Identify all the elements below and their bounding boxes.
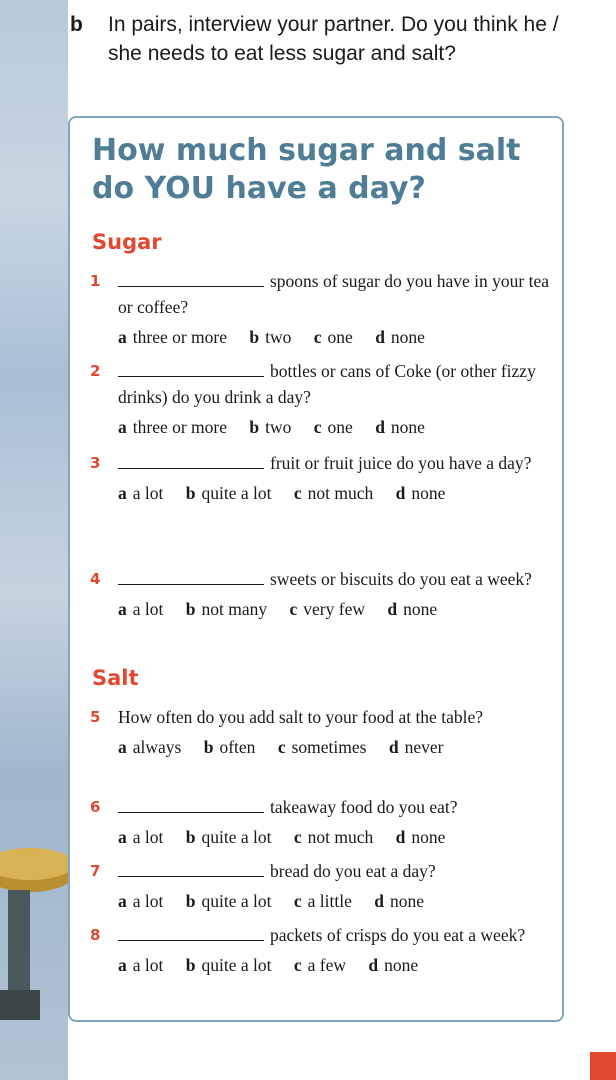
answer-blank[interactable] — [118, 566, 264, 585]
answer-option-d[interactable] — [368, 955, 418, 975]
option-letter: b — [185, 827, 196, 847]
option-letter: a — [118, 955, 127, 975]
answer-option-d[interactable] — [375, 327, 425, 347]
question-3 — [90, 450, 550, 506]
option-text: one — [327, 417, 353, 437]
questionnaire-card — [68, 116, 564, 1022]
question-text: spoons of sugar do you have in your tea or coffee? — [118, 268, 550, 320]
option-text: never — [404, 737, 444, 757]
answer-option-c[interactable] — [278, 737, 367, 757]
option-text: a lot — [132, 891, 164, 911]
answer-options — [118, 888, 550, 914]
question-number: 6 — [90, 798, 101, 816]
answer-option-c[interactable] — [294, 955, 346, 975]
option-letter: d — [374, 891, 384, 911]
option-text: none — [390, 417, 425, 437]
question-number: 7 — [90, 862, 101, 880]
question-2 — [90, 358, 550, 440]
option-letter: b — [185, 955, 196, 975]
question-number: 5 — [90, 708, 101, 726]
answer-option-c[interactable] — [289, 599, 364, 619]
option-text: always — [132, 737, 182, 757]
answer-option-b[interactable] — [186, 891, 272, 911]
answer-option-a[interactable] — [118, 483, 163, 503]
question-text: How often do you add salt to your food at the table? — [118, 707, 483, 727]
option-letter: b — [203, 737, 214, 757]
answer-option-b[interactable] — [186, 599, 267, 619]
answer-blank[interactable] — [118, 794, 264, 813]
option-text: a few — [307, 955, 347, 975]
option-text: none — [403, 599, 438, 619]
option-letter: c — [277, 737, 286, 757]
option-text: not much — [307, 483, 374, 503]
option-text: very few — [303, 599, 365, 619]
option-letter: a — [118, 891, 127, 911]
question-5 — [90, 704, 550, 760]
question-text: bread do you eat a day? — [118, 858, 550, 884]
answer-option-d[interactable] — [389, 737, 444, 757]
answer-option-c[interactable] — [294, 891, 352, 911]
question-1 — [90, 268, 550, 350]
page-corner-tab — [590, 1052, 616, 1080]
question-text: bottles or cans of Coke (or other fizzy drinks) do you drink a day? — [118, 358, 550, 410]
option-letter: b — [185, 483, 196, 503]
answer-option-d[interactable] — [396, 483, 446, 503]
option-letter: a — [118, 827, 127, 847]
answer-option-a[interactable] — [118, 599, 163, 619]
option-letter: a — [118, 417, 127, 437]
option-text: quite a lot — [201, 483, 272, 503]
answer-option-c[interactable] — [294, 483, 373, 503]
option-text: one — [327, 327, 353, 347]
option-text: two — [265, 327, 292, 347]
option-letter: b — [185, 891, 196, 911]
option-text: quite a lot — [201, 955, 272, 975]
option-letter: d — [375, 327, 385, 347]
option-text: a little — [307, 891, 352, 911]
option-letter: d — [387, 599, 398, 619]
option-letter: c — [313, 327, 322, 347]
question-number: 1 — [90, 272, 101, 290]
option-text: none — [411, 483, 446, 503]
question-8 — [90, 922, 550, 978]
option-text: none — [390, 327, 425, 347]
answer-options — [118, 952, 550, 978]
option-text: three or more — [132, 417, 228, 437]
option-letter: b — [249, 417, 260, 437]
answer-option-a[interactable] — [118, 891, 163, 911]
answer-options — [118, 324, 550, 350]
option-text: two — [265, 417, 292, 437]
question-text: sweets or biscuits do you eat a week? — [118, 566, 550, 592]
option-letter: d — [395, 483, 406, 503]
option-letter: c — [289, 599, 298, 619]
answer-option-a[interactable] — [118, 737, 181, 757]
option-letter: c — [313, 417, 322, 437]
answer-option-c[interactable] — [294, 827, 373, 847]
answer-options — [118, 824, 550, 850]
option-text: sometimes — [291, 737, 367, 757]
answer-option-b[interactable] — [186, 955, 272, 975]
option-letter: a — [118, 599, 127, 619]
option-text: none — [411, 827, 446, 847]
option-letter: a — [118, 737, 127, 757]
questionnaire-title: How much sugar and salt do YOU have a day? — [92, 133, 521, 206]
question-4 — [90, 566, 550, 622]
option-text: not much — [307, 827, 374, 847]
option-text: none — [389, 891, 424, 911]
option-text: quite a lot — [201, 891, 272, 911]
answer-option-d[interactable] — [387, 599, 437, 619]
question-number: 8 — [90, 926, 101, 944]
option-letter: d — [388, 737, 399, 757]
option-text: a lot — [132, 483, 164, 503]
option-text: quite a lot — [201, 827, 272, 847]
option-letter: d — [395, 827, 406, 847]
exercise-letter: b — [70, 13, 83, 36]
answer-option-d[interactable] — [396, 827, 446, 847]
section-heading-sugar: Sugar — [92, 230, 162, 254]
question-number: 4 — [90, 570, 101, 588]
question-number: 2 — [90, 362, 101, 380]
option-text: a lot — [132, 599, 164, 619]
answer-option-b[interactable] — [186, 483, 272, 503]
option-letter: c — [293, 483, 302, 503]
exercise-instruction — [70, 10, 590, 68]
option-letter: a — [118, 483, 127, 503]
instruction-text: In pairs, interview your partner. Do you think he / she needs to eat less sugar and salt? — [108, 13, 559, 65]
answer-blank[interactable] — [118, 358, 264, 377]
answer-blank[interactable] — [118, 450, 264, 469]
option-text: not many — [201, 599, 268, 619]
answer-option-a[interactable] — [118, 827, 163, 847]
option-letter: d — [375, 417, 385, 437]
answer-option-c[interactable] — [314, 417, 353, 437]
option-letter: c — [293, 827, 302, 847]
option-text: a lot — [132, 955, 164, 975]
question-6 — [90, 794, 550, 850]
answer-option-d[interactable] — [374, 891, 424, 911]
option-letter: c — [293, 955, 302, 975]
answer-option-b[interactable] — [249, 417, 291, 437]
answer-option-a[interactable] — [118, 417, 227, 437]
option-text: none — [384, 955, 419, 975]
option-letter: d — [368, 955, 379, 975]
question-7 — [90, 858, 550, 914]
answer-option-b[interactable] — [249, 327, 291, 347]
answer-blank[interactable] — [118, 268, 264, 287]
answer-blank[interactable] — [118, 858, 264, 877]
answer-option-b[interactable] — [186, 827, 272, 847]
answer-options — [118, 596, 550, 622]
option-letter: b — [249, 327, 260, 347]
answer-option-c[interactable] — [314, 327, 353, 347]
answer-option-a[interactable] — [118, 955, 163, 975]
option-letter: c — [293, 891, 302, 911]
answer-options — [118, 414, 550, 440]
answer-option-d[interactable] — [375, 417, 425, 437]
option-text: a lot — [132, 827, 164, 847]
answer-option-a[interactable] — [118, 327, 227, 347]
question-text: fruit or fruit juice do you have a day? — [118, 450, 550, 476]
option-text: three or more — [132, 327, 228, 347]
question-number: 3 — [90, 454, 101, 472]
option-letter: a — [118, 327, 127, 347]
answer-option-b[interactable] — [204, 737, 256, 757]
answer-options — [118, 480, 550, 506]
question-text: takeaway food do you eat? — [118, 794, 550, 820]
option-text: often — [219, 737, 256, 757]
answer-blank[interactable] — [118, 922, 264, 941]
answer-options — [118, 734, 550, 760]
option-letter: b — [185, 599, 196, 619]
question-text: packets of crisps do you eat a week? — [118, 922, 550, 948]
section-heading-salt: Salt — [92, 666, 139, 690]
